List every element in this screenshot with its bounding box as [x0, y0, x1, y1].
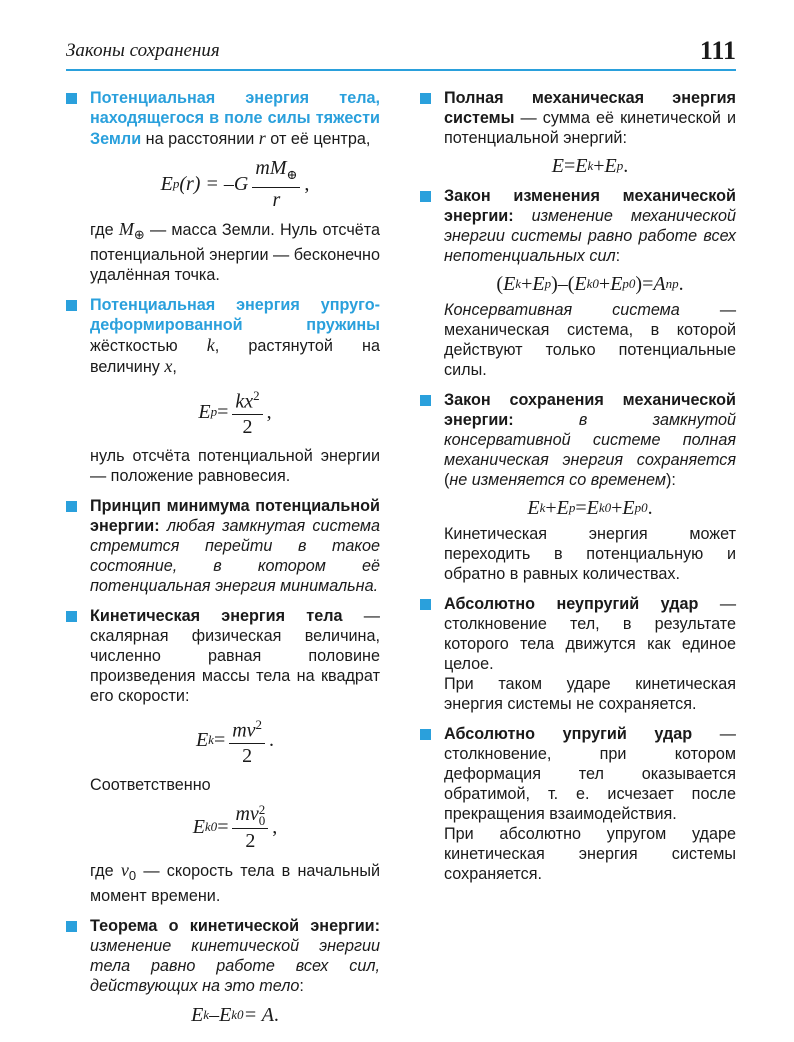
potential-spring-definition: Потенциальная энергия упруго-деформированной пружины жёсткостью k, растянутой на величину x, — [90, 296, 380, 377]
formula-spring-potential: E p = $\frac{kx^2}{2}$ , — [198, 388, 272, 438]
square-bullet-icon — [420, 729, 431, 740]
square-bullet-icon — [66, 611, 77, 622]
mech-conservation-definition: Закон сохранения механической энергии: в замкнутой консервативной системе полная механическая энергия сохраняется (не изменяется со временем): — [444, 391, 736, 489]
inelastic-collision-definition: Абсолютно неупругий удар — столкновение тел, в результате которого тела движутся как единое целое. — [444, 595, 737, 673]
mech-energy-item — [420, 88, 736, 176]
min-principle-definition: Принцип минимума потенциальной энергии: любая замкнутая система стремится перейти в такое состояние, в котором её потенциальная энергия минимальна. — [90, 496, 380, 595]
formula-kinetic: E k = $\frac{mv^2}{2}$ . — [195, 716, 275, 767]
mech-change-definition: Закон изменения механической энергии: изменение механической энергии системы равно работе всех непотенциальных сил: — [444, 187, 736, 265]
formula-mech-change: ( E k + E p ) – ( E k0 + E p0 ) = A np . — [496, 273, 684, 295]
left-column — [66, 88, 380, 1035]
mech-conservation-item — [420, 390, 736, 584]
potential-gravity-item — [66, 88, 380, 285]
formula-kinetic-initial: E k0 = mv 2 0 2 , — [192, 801, 278, 852]
square-bullet-icon — [420, 395, 431, 406]
mech-conservation-note: Кинетическая энергия может переходить в потенциальную и обратно в равных количествах. — [444, 525, 736, 583]
header-rule — [66, 69, 736, 71]
formula-mech-energy: E = E k + E p . — [551, 155, 629, 177]
mech-energy-definition: Полная механическая энергия системы — сумма её кинетической и потенциальной энергий: — [444, 89, 736, 147]
elastic-collision-item — [420, 724, 736, 884]
mech-change-item — [420, 186, 736, 380]
square-bullet-icon — [420, 93, 431, 104]
inelastic-collision-item — [420, 594, 736, 714]
formula-gravity-potential: E p (r) = –G $\frac{mM_\oplus}{r}$ , — [160, 157, 310, 211]
square-bullet-icon — [66, 921, 77, 932]
conservative-system-definition: Консервативная система — механическая система, в которой действуют только потенциальные силы. — [444, 301, 737, 379]
kinetic-theorem-item — [66, 916, 380, 1025]
square-bullet-icon — [66, 93, 77, 104]
page-header — [66, 36, 736, 66]
square-bullet-icon — [420, 599, 431, 610]
kinetic-energy-item — [66, 606, 380, 906]
square-bullet-icon — [66, 501, 77, 512]
square-bullet-icon — [420, 191, 431, 202]
min-principle-item — [66, 496, 380, 596]
square-bullet-icon — [66, 300, 77, 311]
potential-gravity-note: где $M_\oplus$ — масса Земли. Нуль отсчёта потенциальной энергии — бесконечно удалённая точка. — [90, 219, 380, 285]
inelastic-collision-note: При таком ударе кинетическая энергия системы не сохраняется. — [444, 675, 736, 713]
potential-gravity-definition: Потенциальная энергия тела, находящегося в поле силы тяжести Земли на расстоянии r от её центра, — [90, 89, 380, 148]
page-number: 111 — [699, 36, 736, 65]
kinetic-respectively: Соответственно — [90, 775, 211, 794]
kinetic-initial-note: где $v_0$ — скорость тела в начальный момент времени. — [90, 859, 380, 906]
running-title: Законы сохранения — [66, 40, 220, 61]
elastic-collision-note: При абсолютно упругом ударе кинетическая энергия системы сохраняется. — [444, 825, 736, 883]
right-column — [420, 88, 736, 894]
formula-kinetic-theorem: E k – E k0 = A . — [191, 1004, 279, 1027]
formula-mech-conservation: E k + E p = E k0 + E p0 . — [527, 497, 653, 519]
elastic-collision-definition: Абсолютно упругий удар — столкновение, при котором деформация тел оказывается обратимой, т. е. исчезает после прекращения взаимодействия. — [444, 725, 736, 823]
potential-spring-note: нуль отсчёта потенциальной энергии — положение равновесия. — [90, 446, 380, 485]
potential-spring-item — [66, 295, 380, 486]
kinetic-energy-definition: Кинетическая энергия тела — скалярная физическая величина, численно равная половине произведения массы тела на квадрат его скорости: — [90, 606, 380, 705]
kinetic-theorem-definition: Теорема о кинетической энергии: изменение кинетической энергии тела равно работе всех сил, действующих на это тело: — [90, 917, 380, 996]
